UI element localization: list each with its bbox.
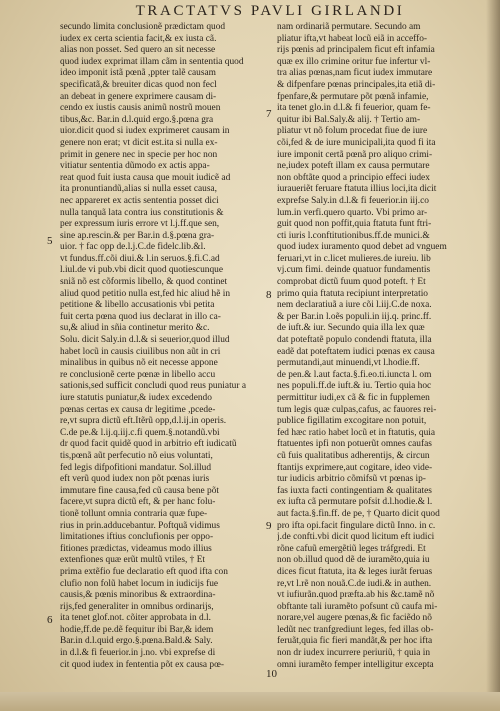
text-line: vt iufiurãn.quod præfta.ab his &c.tamẽ nõ <box>277 590 435 601</box>
left-text-column <box>60 22 265 671</box>
text-line: C.de pe.& l.ij.q.iij.c.fi quem.§.notandũ.vbi <box>60 427 220 438</box>
text-line: aut facta.§.fin.ff. de pe, † Quarto dicit quod <box>277 508 440 519</box>
text-line: cũ fuis qualitatibus adherentijs, & circun <box>277 450 430 461</box>
page-edge-shadow <box>486 0 500 711</box>
text-line: facere,vt supra dictũ eft, & per hanc folu- <box>60 497 216 508</box>
text-line: quod iudex exprimat illam cãm in sententia quod <box>60 56 244 67</box>
text-line: quitur ibi Bal.Saly.& alij. † Tertio am- <box>277 114 421 125</box>
text-line: limitationes iftius conclufionis per oppo- <box>60 532 214 543</box>
text-line: ita tenet glof.not. cõiter approbata in d.l. <box>60 613 211 624</box>
text-line: prima extẽfio fue declaratio eft quod ifta con <box>60 566 228 577</box>
text-line: primit in genere nec in specie per hoc non <box>60 149 218 160</box>
text-line: cti iuris l.conftitutionibus.ff.de munici.& <box>277 230 430 241</box>
text-line: dr quod facit quidẽ quod in arbitrio eft iudicatũ <box>60 439 237 450</box>
text-line: uior. † fac opp de.l.j.C.de fidelc.lib.&l. <box>60 242 206 253</box>
text-line: exprefse Saly.in d.l.& fi feuerior.in iij.co <box>277 195 429 206</box>
text-line: immutare fine causa,fed cũ causa bene põt <box>60 485 220 496</box>
text-line: nes populi.ff.de iuft.& iu. Tertio quia hoc <box>277 381 432 392</box>
text-line: pliatur ifta,vt habeat locũ eiã in acceffo- <box>277 33 428 44</box>
text-line: in d.l.& fi feuerior.in j.no. vbi exprefse di <box>60 648 216 659</box>
text-line: extenfiones quæ erũt multũ vtiles, † Et <box>60 555 206 566</box>
text-line: nulla tanquã lata contra ius constitutionis & <box>60 207 224 218</box>
text-line: tra alias pœnas,nam ficut iudex immutare <box>277 68 433 79</box>
text-line: de iuft.& iur. Secundo quia illa lex quæ <box>277 323 425 334</box>
text-line: an debeat in genere exprimere causam di- <box>60 91 217 102</box>
text-line: rius in prin.adducebantur. Poftquã vidimus <box>60 520 220 531</box>
text-line: nem declaratiuã a iure cõi l.iij.C.de noxa. <box>277 300 432 311</box>
text-line: obftante tali iuramẽto pofsunt cũ caufa mi- <box>277 601 438 612</box>
text-line: feruari,vt in c.licet mulieres.de iureiu. lib <box>277 253 431 264</box>
text-line: primo quia ftatuta recipiunt interpretatio <box>277 288 428 299</box>
running-head: TRACTATVS PAVLI GIRLANDI <box>135 3 405 19</box>
text-line: permittitur iudi,ex cã & fic in fupplemen <box>277 393 430 403</box>
text-line: genere non erat; vt dicit est.ita si nulla ex- <box>60 137 218 148</box>
text-line: specificatã,& breuiter dicas quod non fecl <box>60 79 217 90</box>
text-line: sine ap.rescin.& per Bar.in d.§.pœna gra- <box>60 230 215 241</box>
text-line: non obftãte quod a principio effeci iudex <box>277 172 430 183</box>
text-line: iure statutis puniatur,& iudex excedendo <box>60 393 212 403</box>
text-line: quæ ex illo crimine oritur fue infertur vl- <box>277 56 431 67</box>
text-line: comprobat dictũ fuum quod poteft. † Et <box>277 277 426 288</box>
text-line: tionẽ tollunt omnia contraria quæ fupe- <box>60 508 208 519</box>
text-line: cit quod iudex in fententia põt ex causa pœ- <box>60 659 225 670</box>
text-line: vj.cum fimi. deinde quatuor fundamentis <box>277 265 431 276</box>
text-line: re,vt l.rẽ non nouã.C.de iudi.& in authen. <box>277 578 432 589</box>
text-line: re conclusionẽ certe pœnæ in libello accu <box>60 369 216 380</box>
text-line: pœnas certas ex causa dr legitime ,pcede- <box>60 404 216 415</box>
text-line: rijs,fed generaliter in omnibus ordinarijs, <box>60 601 214 612</box>
text-line: causis,& pœnis minoribus & extraordina- <box>60 590 216 601</box>
text-line: vitiatur sententia dũmodo ex actis appa- <box>60 161 210 172</box>
text-line: cendo ex iustis causis animũ nostrũ mouen <box>60 103 221 114</box>
text-line: dices ficut ftatuta, ita & leges iurãt feruas <box>277 566 433 577</box>
text-line: hodie,ff.de pe.dẽ fequitur ibi Bar,& idem <box>60 624 214 635</box>
marginal-number: 10 <box>266 668 277 680</box>
text-line: tum legis quæ culpas,cafus, ac fauores rei- <box>277 404 437 415</box>
text-line: clufio non folũ habet locum in iudicijs fue <box>60 578 219 589</box>
text-line: nec appareret ex actis sententia posset dici <box>60 195 219 206</box>
text-line: Bar.in d.l.quid ergo.§.pœna.Bald.& Saly. <box>60 636 213 647</box>
marginal-number: 5 <box>47 235 53 247</box>
right-text-column <box>277 22 487 671</box>
text-line: j.de confti.vbi dicit quod licitum eft iudici <box>277 532 435 543</box>
text-line: cõi,fed & de iure municipali,ita quod fi ita <box>277 137 436 148</box>
marginal-number: 8 <box>266 289 272 301</box>
text-line: norare,vel augere pœnas,& fic faciẽdo nõ <box>277 613 432 624</box>
text-line: habet locũ in causis ciuilibus non aũt in cri <box>60 346 221 357</box>
text-line: publice figillatim excogitare non potuit, <box>277 416 427 427</box>
text-line: ne,iudex poteft illam ex causa permutare <box>277 161 430 172</box>
text-line: nam ordinariã permutare. Secundo am <box>277 22 421 32</box>
text-line: iuraueriẽt feruare ftatuta illius loci,ita dicit <box>277 184 437 195</box>
text-line: reat quod fuit iusta causa que mouit iudicẽ ad <box>60 172 231 183</box>
text-line: minalibus in quibus nõ eit necesse appone <box>60 358 218 369</box>
text-line: l.iul.de vi pub.vbi dicit quod quotiescunque <box>60 265 224 276</box>
text-line: de pen.& l.aut facta.§.fi.eo.ti.iuncta l. om <box>277 369 432 380</box>
text-line: & difpenfare pœnas principales,ita etiã di- <box>277 79 436 90</box>
text-line: fuit certa pœna quod ius declarat in illo ca- <box>60 311 221 322</box>
text-line: & per Bar.in l.oẽs populi.in iij.q. princ.ff. <box>277 311 432 322</box>
text-line: pliatur vt nõ folum procedat fiue de iure <box>277 126 428 137</box>
text-line: rijs pœnis ad principalem ficut eft infamia <box>277 45 435 56</box>
text-line: fed legis difpofitioni mandatur. Sol.illud <box>60 462 212 473</box>
text-line: tibus,&c. Bar.in d.l.quid ergo.§.pœna gra <box>60 114 214 125</box>
text-line: pro ifta opi.facit fingulare dictũ Inno. in c. <box>277 520 436 531</box>
marginal-number: 9 <box>266 520 272 532</box>
text-line: su,& aliud in sñia continetur merito &c. <box>60 323 210 334</box>
text-line: aliud quod petitio nulla est,fed hic aliud hẽ in <box>60 288 231 299</box>
text-line: fas iuxta facti contingentiam & qualitates <box>277 485 432 496</box>
text-line: ledũt nec tranfgrediunt leges, fed illas ob- <box>277 624 434 635</box>
page-bottom-shadow <box>0 692 500 711</box>
text-line: Solu. dicit Saly.in d.l.& si seuerior,quod illud <box>60 335 230 346</box>
text-line: tis,pœnã aũt perfecutio nõ eius voluntati, <box>60 450 213 461</box>
text-line: iudex ex certa scientia facit,& ex iusta cã. <box>60 33 217 44</box>
text-line: ftatuentes ipfi non potuerũt omnes caufas <box>277 439 432 450</box>
text-line: permutandi,aut minuendi,vt l.hodie.ff. <box>277 358 420 369</box>
text-line: fitiones prædictas, videamus modo illius <box>60 543 212 554</box>
text-line: eadẽ dat poteftatem iudici pœnas ex causa <box>277 346 435 357</box>
text-line: per expressum iuris errore vt l.j.ff.que sen, <box>60 219 220 230</box>
text-line: eft verũ quod iudex non põt pœnas iuris <box>60 474 210 485</box>
text-line: ita pronuntiandũ,alias si nulla esset causa, <box>60 184 217 195</box>
text-line: ftantijs exprimere,aut cogitare, ideo vide- <box>277 462 433 473</box>
text-line: fpenfare,& permutare põt pœnã infamie, <box>277 91 429 102</box>
text-line: petitione & libello accusationis vbi petita <box>60 300 215 311</box>
text-line: uior.dicit quod si iudex exprimeret causam in <box>60 126 230 137</box>
text-line: ita tenet glo.in d.l.& fi feuerior, quam fe- <box>277 103 431 114</box>
text-line: sniã nõ est cõformis libello, & quod continet <box>60 277 228 288</box>
text-line: quod iudex iuramento quod debet ad vnguem <box>277 242 447 253</box>
text-line: dat poteftatẽ populo condendi ftatuta, illa <box>277 335 432 346</box>
text-line: fed hæc ratio habet locũ et in ftatutis, quia <box>277 427 436 438</box>
text-line: rõne cafuũ emergẽtiũ leges tráfgredi. Et <box>277 543 426 554</box>
text-line: tur iudicis arbitrio cõmifsũ vt pœnas ip- <box>277 474 426 485</box>
text-line: secundo limita conclusionẽ prædictam quod <box>60 22 226 32</box>
marginal-number: 7 <box>266 108 272 120</box>
marginal-number: 6 <box>47 614 53 626</box>
text-line: re,vt supra dictũ eft.Itẽrũ opp,d.l.ij.in operis. <box>60 416 227 427</box>
text-line: alias non posset. Sed quero an sit necesse <box>60 45 216 56</box>
text-line: ideo imponit istã pœnã ,ppter talẽ causam <box>60 68 216 79</box>
text-line: non dr iudex incurrere periuriũ, † quia in <box>277 648 431 659</box>
text-line: guit quod non poffit,quia ftatuta funt ftri- <box>277 219 432 230</box>
text-line: omni iuramẽto femper intelligitur excepta <box>277 659 434 670</box>
text-line: sationis,sed sufficit concludi quod reus puniatur a <box>60 381 246 392</box>
text-line: iure imponit certã pœnã pro aliquo crimi- <box>277 149 433 160</box>
text-line: feruãt,quia fic fieri mandãt,& per hoc ifta <box>277 636 433 647</box>
text-line: non ob.illud quod dẽ de iuramẽto,quia iu <box>277 555 430 566</box>
text-line: vt fundus.ff.cõi diui.& l.in seruos.§.fi.C.ad <box>60 253 220 264</box>
text-line: ex iufta cã permutare pofsit d.l.hodie.& l. <box>277 497 433 508</box>
text-line: lum.in verfi.quero quarto. Vbi primo ar- <box>277 207 428 218</box>
